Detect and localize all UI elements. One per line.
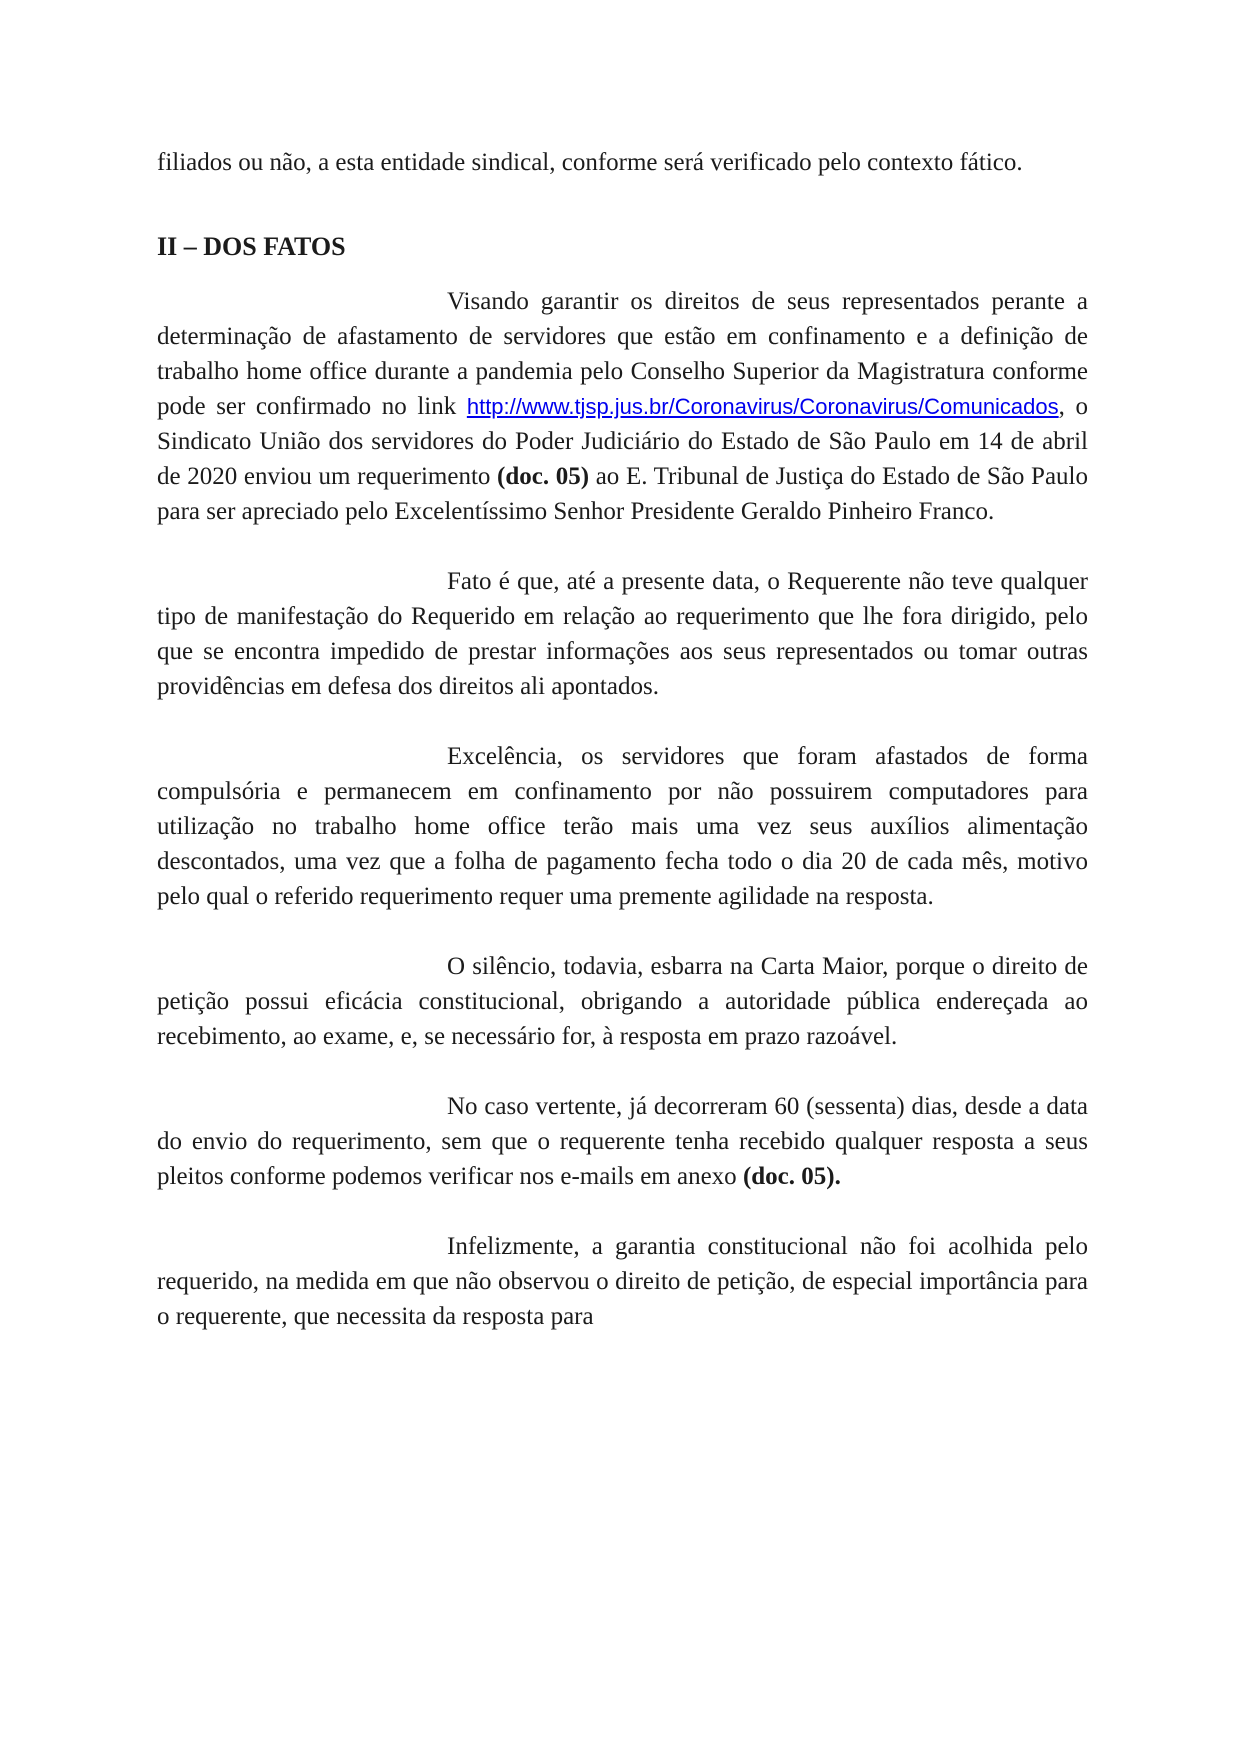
paragraph xyxy=(157,284,1088,529)
paragraph xyxy=(157,564,1088,704)
text-run: Excelência, os servidores que foram afastados de forma compulsória e permanecem em confinamento por não possuirem computadores para utilização no trabalho home office terão mais uma vez seus auxílios alimentação descontados, uma vez que a folha de pagamento fecha todo o dia 20 de cada mês, motivo pelo qual o referido requerimento requer uma premente agilidade na resposta. xyxy=(157,743,1088,910)
text-run: Visando garantir os direitos de seus representados perante a determinação de afastamento de servidores que estão em confinamento e a definição de trabalho home office durante a pandemia pelo Conselho Superior da Magistratura conforme pode ser confirmado no link xyxy=(157,288,1088,420)
section-heading-dos-fatos xyxy=(157,229,1088,264)
tjsp-comunicados-link[interactable]: http://www.tjsp.jus.br/Coronavirus/Coronavirus/Comunicados xyxy=(466,394,1059,419)
paragraph xyxy=(157,145,1088,180)
text-run: filiados ou não, a esta entidade sindical, conforme será verificado pelo contexto fático. xyxy=(157,149,1023,176)
text-run: , o Sindicato União dos servidores do Poder Judiciário do Estado de São Paulo em 14 de abril de 2020 enviou um requerimento xyxy=(157,393,1088,490)
paragraph xyxy=(157,1229,1088,1334)
text-run: Infelizmente, a garantia constitucional não foi acolhida pelo requerido, na medida em que não observou o direito de petição, de especial importância para o requerente, que necessita da resposta para xyxy=(157,1233,1088,1330)
doc-reference-bold: (doc. 05) xyxy=(497,463,590,490)
text-run: O silêncio, todavia, esbarra na Carta Maior, porque o direito de petição possui eficácia constitucional, obrigando a autoridade pública endereçada ao recebimento, ao exame, e, se necessário for, à resposta em prazo razoável. xyxy=(157,953,1088,1050)
doc-reference-bold: (doc. 05). xyxy=(742,1163,841,1190)
text-run: Fato é que, até a presente data, o Requerente não teve qualquer tipo de manifestação do Requerido em relação ao requerimento que lhe fora dirigido, pelo que se encontra impedido de prestar informações aos seus representados ou tomar outras providências em defesa dos direitos ali apontados. xyxy=(157,568,1088,700)
text-run: No caso vertente, já decorreram 60 (sessenta) dias, desde a data do envio do requerimento, sem que o requerente tenha recebido qualquer resposta a seus pleitos conforme podemos verificar nos e-mails em anexo xyxy=(157,1093,1088,1190)
text-run: ao E. Tribunal de Justiça do Estado de São Paulo para ser apreciado pelo Excelentíssimo Senhor Presidente Geraldo Pinheiro Franco. xyxy=(157,463,1088,525)
paragraph xyxy=(157,739,1088,914)
paragraph xyxy=(157,1089,1088,1194)
document-body xyxy=(157,145,1088,1369)
text-run: II – DOS FATOS xyxy=(157,232,346,261)
paragraph xyxy=(157,949,1088,1054)
